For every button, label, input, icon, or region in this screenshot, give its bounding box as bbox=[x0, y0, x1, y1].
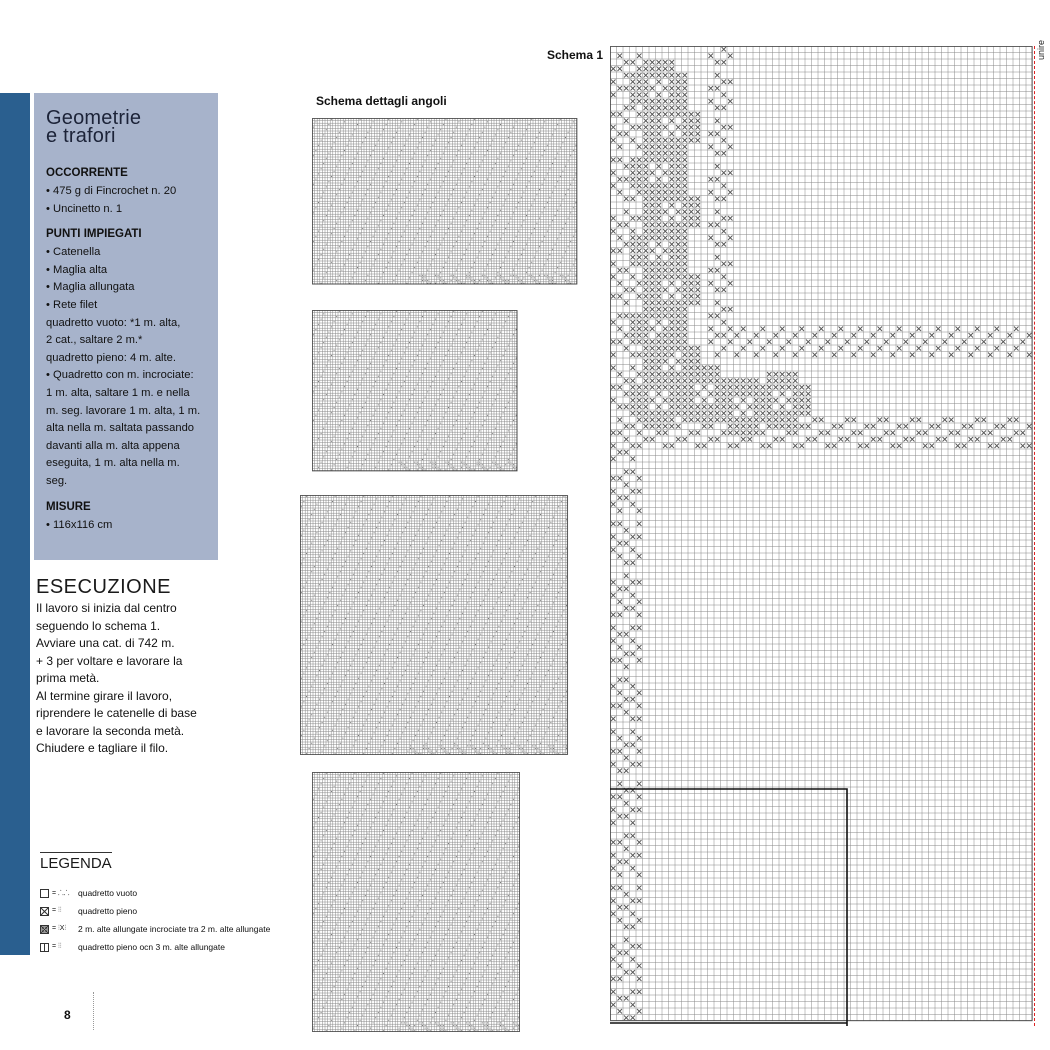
execution-line: prima metà. bbox=[36, 671, 100, 685]
legend-item: = ⫶⫶ quadretto pieno ocn 3 m. alte allungate bbox=[40, 938, 270, 956]
punti-line: quadretto pieno: 4 m. alte. bbox=[46, 351, 176, 364]
execution-line: riprendere le catenelle di base bbox=[36, 706, 197, 720]
execution-title: ESECUZIONE bbox=[36, 576, 172, 598]
punti-line: quadretto vuoto: *1 m. alta, bbox=[46, 316, 181, 329]
execution-line: seguendo lo schema 1. bbox=[36, 618, 161, 633]
details-title: Schema dettagli angoli bbox=[316, 94, 447, 108]
page-rule bbox=[93, 992, 94, 1030]
empty-square-icon bbox=[40, 889, 49, 898]
misure-heading: MISURE bbox=[46, 500, 91, 513]
punti-line: alta nella m. saltata passando bbox=[46, 422, 195, 435]
punti-line: • Rete filet bbox=[46, 298, 98, 311]
legend-label: 2 m. alte allungate incrociate tra 2 m. alte allungate bbox=[78, 924, 271, 934]
punti-heading: PUNTI IMPIEGATI bbox=[46, 228, 142, 241]
filled-square-icon bbox=[40, 907, 49, 916]
join-line bbox=[1034, 46, 1035, 1026]
punti-list bbox=[46, 244, 210, 490]
punti-line: • Maglia alta bbox=[46, 263, 108, 276]
legend-item: = ⫶X⫶ 2 m. alte allungate incrociate tra 2 m. alte allungate bbox=[40, 920, 270, 938]
legend-label: quadretto pieno ocn 3 m. alte allungate bbox=[78, 942, 225, 952]
punti-line: davanti alla m. alta appena bbox=[46, 439, 180, 452]
occorrente-item: • 475 g di Fincrochet n. 20 bbox=[46, 185, 177, 197]
corner-detail-chart-2 bbox=[312, 310, 518, 472]
punti-line: m. seg. lavorare 1 m. alta, 1 m. bbox=[46, 404, 201, 417]
execution-text bbox=[36, 600, 226, 758]
execution-line: Chiudere e tagliare il filo. bbox=[36, 741, 169, 755]
page-number: 8 bbox=[64, 1008, 71, 1022]
edge-color-bar bbox=[0, 93, 30, 955]
execution-line: + 3 per voltare e lavorare la bbox=[36, 653, 183, 668]
punti-line: eseguita, 1 m. alta nella m. bbox=[46, 457, 180, 470]
legend-title: LEGENDA bbox=[40, 852, 112, 872]
execution-line: Il lavoro si inizia dal centro bbox=[36, 601, 177, 615]
legend-label: quadretto vuoto bbox=[78, 888, 138, 898]
schema1-chart bbox=[610, 46, 1034, 1026]
legend-item: = ⫶⫶ quadretto pieno bbox=[40, 902, 270, 920]
legend-item: = ⸫⸫ quadretto vuoto bbox=[40, 884, 270, 902]
legend bbox=[40, 884, 270, 956]
corner-detail-chart-1 bbox=[312, 118, 578, 286]
punti-line: • Maglia allungata bbox=[46, 281, 135, 294]
occorrente-list bbox=[46, 183, 210, 218]
unire-label: unire bbox=[1036, 39, 1046, 60]
legend-label: quadretto pieno bbox=[78, 906, 138, 916]
punti-line: • Quadretto con m. incrociate: bbox=[46, 369, 194, 382]
bar-square-icon bbox=[40, 943, 49, 952]
punti-line: • Catenella bbox=[46, 246, 101, 259]
execution-line: Avviare una cat. di 742 m. bbox=[36, 636, 175, 650]
crossed-square-icon bbox=[40, 925, 49, 934]
materials-box bbox=[34, 93, 218, 560]
corner-detail-chart-3 bbox=[300, 495, 570, 755]
schema1-title: Schema 1 bbox=[547, 48, 604, 62]
pattern-title bbox=[46, 109, 210, 145]
misure-item: • 116x116 cm bbox=[46, 518, 113, 531]
punti-line: seg. bbox=[46, 474, 68, 487]
occorrente-item: • Uncinetto n. 1 bbox=[46, 202, 123, 215]
pattern-title-line2: e trafori bbox=[46, 125, 116, 147]
pattern-title-line1: Geometrie bbox=[46, 107, 142, 129]
execution-line: e lavorare la seconda metà. bbox=[36, 723, 185, 738]
occorrente-heading: OCCORRENTE bbox=[46, 167, 128, 179]
punti-line: 1 m. alta, saltare 1 m. e nella bbox=[46, 386, 190, 399]
corner-detail-chart-4 bbox=[312, 772, 520, 1032]
punti-line: 2 cat., saltare 2 m.* bbox=[46, 334, 143, 347]
execution-line: Al termine girare il lavoro, bbox=[36, 688, 173, 703]
